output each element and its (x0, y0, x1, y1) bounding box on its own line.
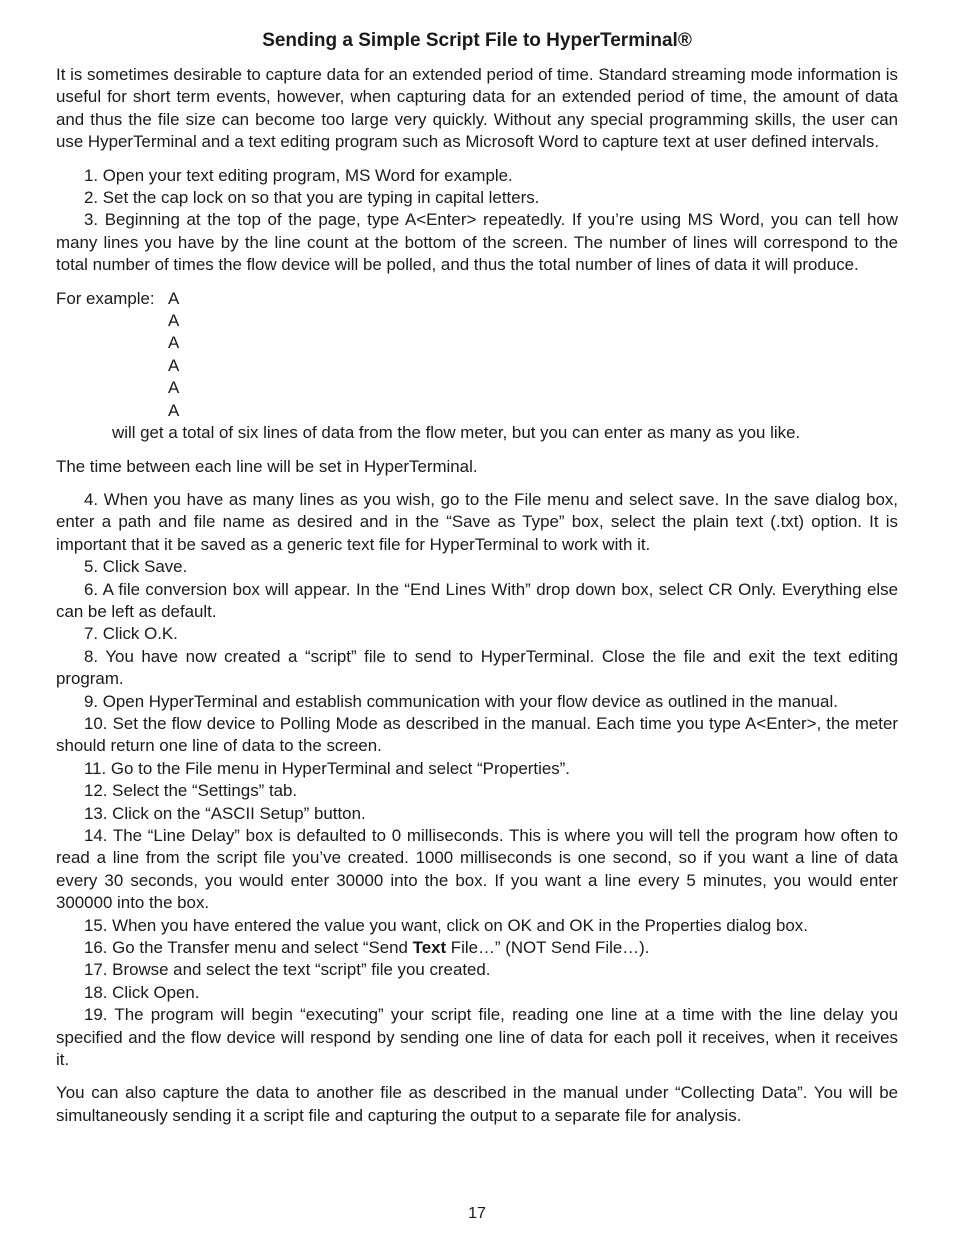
list-item: 10. Set the flow device to Polling Mode as described in the manual. Each time you type A<Enter>, the meter should return one line of data to the screen. (56, 713, 898, 756)
step16-bold-text: Text (412, 938, 447, 958)
closing-paragraph: You can also capture the data to another file as described in the manual under “Collecting Data”. You will be simultaneously sending it a script file and capturing the output to a separate file for analysis. (56, 1083, 898, 1125)
example-line: A (168, 378, 180, 398)
example-label: For example: (56, 288, 155, 308)
example-tail: will get a total of six lines of data from the flow meter, but you can enter as many as you like. (112, 423, 801, 443)
example-line: A (168, 288, 180, 308)
example-line: A (168, 400, 180, 420)
list-item: 3. Beginning at the top of the page, type A<Enter> repeatedly. If you’re using MS Word, you can tell how many lines you have by the line count at the bottom of the screen. The number of lines will correspond to the total number of times the flow device will be polled, and thus the total number of lines of data it will produce. (56, 210, 898, 275)
list-item: 19. The program will begin “executing” your script file, reading one line at a time with the line delay you specified and the flow device will respond by sending one line of data for each poll it receives, when it receives it. (56, 1005, 898, 1070)
document-page (56, 28, 898, 1127)
list-item (56, 937, 898, 959)
list-item: 4. When you have as many lines as you wish, go to the File menu and select save. In the save dialog box, enter a path and file name as desired and in the “Save as Type” box, select the plain text (.txt) option. It is important that it be saved as a generic text file for HyperTerminal to work with it. (56, 489, 898, 554)
list-item: 14. The “Line Delay” box is defaulted to 0 milliseconds. This is where you will tell the program how often to read a line from the script file you’ve created. 1000 milliseconds is one second, so if you want a line of data every 30 seconds, you would enter 30000 into the box. If you want a line every 5 minutes, you would enter 300000 into the box. (56, 826, 898, 913)
list-item: 15. When you have entered the value you want, click on OK and OK in the Properties dialog box. (84, 915, 808, 935)
list-item: 7. Click O.K. (84, 624, 178, 644)
list-item: 8. You have now created a “script” file to send to HyperTerminal. Close the file and exit the text editing program. (56, 646, 898, 689)
intro-paragraph: It is sometimes desirable to capture data for an extended period of time. Standard streaming mode information is useful for short term events, however, when capturing data for an extended period of time, the amount of data and thus the file size can become too large very quickly. Without any special programming skills, the user can use HyperTerminal and a text editing program such as Microsoft Word to capture text at user defined intervals. (56, 65, 898, 152)
list-item: 11. Go to the File menu in HyperTerminal and select “Properties”. (84, 758, 570, 778)
list-item: 13. Click on the “ASCII Setup” button. (84, 803, 366, 823)
example-line: A (168, 355, 180, 375)
example-line: A (168, 311, 180, 331)
list-item: 2. Set the cap lock on so that you are typing in capital letters. (84, 188, 540, 208)
step16-text-before: 16. Go the Transfer menu and select “Send (84, 938, 413, 958)
list-item: 9. Open HyperTerminal and establish communication with your flow device as outlined in the manual. (84, 691, 838, 711)
list-item: 1. Open your text editing program, MS Word for example. (84, 165, 513, 185)
example-lines (168, 288, 179, 422)
list-item: 18. Click Open. (84, 982, 200, 1002)
steps-list-b (56, 489, 898, 1072)
example-line: A (168, 333, 180, 353)
list-item: 17. Browse and select the text “script” file you created. (84, 960, 491, 980)
steps-list-a (56, 165, 898, 277)
list-item: 12. Select the “Settings” tab. (84, 781, 298, 801)
time-note: The time between each line will be set in HyperTerminal. (56, 456, 478, 476)
page-number: 17 (468, 1205, 486, 1222)
list-item: 6. A file conversion box will appear. In the “End Lines With” drop down box, select CR Only. Everything else can be left as default. (56, 579, 898, 621)
list-item: 5. Click Save. (84, 557, 188, 577)
step16-text-after: File…” (NOT Send File…). (446, 938, 650, 958)
page-title: Sending a Simple Script File to HyperTerminal® (262, 30, 692, 51)
example-block (56, 288, 898, 422)
